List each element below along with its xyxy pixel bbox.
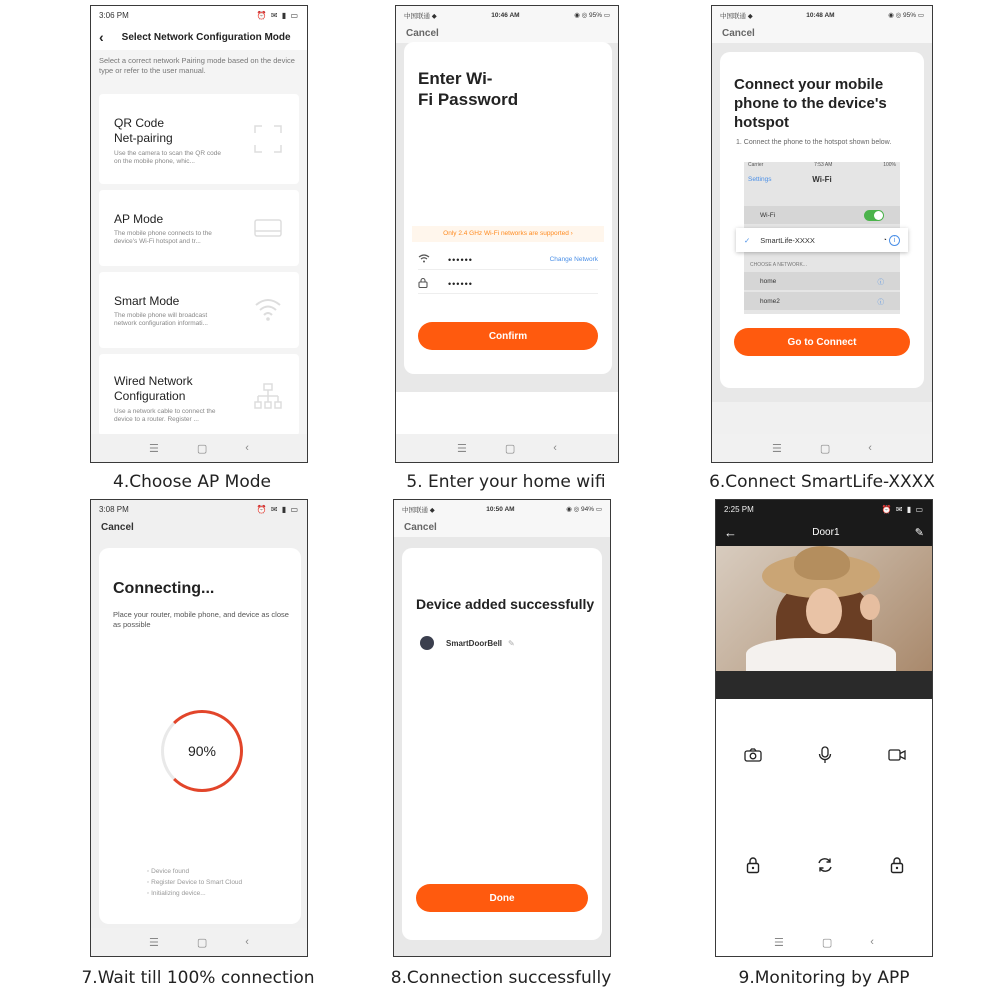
caption-step-4: 4.Choose AP Mode (113, 472, 271, 492)
ios-wifi-label: Wi-Fi (760, 211, 776, 219)
cancel-button[interactable]: Cancel (101, 522, 134, 533)
status-bar (91, 500, 307, 518)
mode-card-smart-mode[interactable] (99, 272, 299, 348)
smartlife-network-row (736, 228, 908, 252)
mode-subtitle: Use a network cable to connect the device to a router. Register ... (114, 408, 216, 424)
menu-icon[interactable]: ☰ (774, 936, 784, 949)
page-header (91, 24, 307, 50)
progress-percent: 90% (187, 743, 217, 759)
cancel-button[interactable]: Cancel (712, 24, 932, 43)
caption-step-6: 6.Connect SmartLife-XXXX (709, 472, 935, 492)
back-arrow-icon[interactable]: ← (724, 524, 737, 540)
done-button[interactable]: Done (416, 884, 588, 912)
info-icon: ⓘ (877, 278, 884, 286)
status-icons: ⏰ ✉ ▮ ▭ (256, 504, 299, 514)
android-nav-bar (712, 434, 932, 462)
qr-scan-icon (253, 124, 283, 154)
status-time: 10:50 AM (486, 505, 515, 513)
mode-subtitle: Use the camera to scan the QR code on the mobile phone, whic... (114, 150, 221, 166)
mode-title: Smart Mode (114, 294, 180, 308)
progress-step: ◦ Initializing device... (147, 890, 206, 898)
device-entry (420, 636, 515, 650)
mode-card-ap-mode[interactable] (99, 190, 299, 266)
mode-subtitle: The mobile phone connects to the device's Wi-Fi hotspot and tr... (114, 230, 212, 246)
success-title: Device added successfully (416, 596, 595, 612)
caption-step-7: 7.Wait till 100% connection (81, 968, 315, 988)
edit-pencil-icon[interactable]: ✎ (914, 526, 924, 539)
connecting-title: Connecting... (113, 580, 215, 597)
android-nav-bar (396, 434, 618, 462)
menu-icon[interactable]: ☰ (772, 442, 782, 455)
router-icon (253, 214, 283, 244)
progress-steps (147, 866, 242, 899)
android-nav-bar (716, 928, 932, 956)
form-title: Enter Wi- Fi Password (418, 69, 519, 110)
ios-network-name: home (760, 277, 777, 285)
frequency-warning[interactable]: Only 2.4 GHz Wi-Fi networks are supported › (412, 226, 604, 242)
go-to-connect-button[interactable]: Go to Connect (734, 328, 910, 356)
video-subject-hat-crown (794, 546, 850, 580)
status-bar (91, 6, 307, 24)
change-network-link[interactable]: Change Network (549, 256, 598, 263)
info-icon: ⓘ (877, 298, 884, 306)
lock-icon[interactable] (738, 850, 768, 880)
page-title: Select Network Configuration Mode (121, 31, 291, 43)
info-icon: i (889, 235, 900, 246)
menu-icon[interactable]: ☰ (457, 442, 467, 455)
device-icon (420, 636, 434, 650)
video-subject-shirt (746, 638, 896, 671)
wifi-icon (418, 253, 436, 266)
phone-connect-hotspot (711, 5, 933, 463)
status-time: 3:08 PM (99, 504, 129, 514)
status-time: 3:06 PM (99, 10, 129, 20)
page-description: Select a correct network Pairing mode based on the device type or refer to the user manual. (99, 56, 295, 76)
hotspot-card (720, 52, 924, 388)
back-icon[interactable]: ‹ (870, 936, 874, 948)
ios-battery: 100% (883, 162, 896, 168)
ios-back-settings: Settings (748, 176, 772, 183)
hotspot-step: 1. Connect the phone to the hotspot shown below. (736, 139, 892, 146)
status-battery: ◉ ◎ 95% ▭ (888, 12, 924, 19)
home-icon[interactable]: ▢ (196, 442, 208, 455)
status-bar (712, 6, 932, 24)
mode-title: Wired Network Configuration (114, 374, 193, 403)
ios-network-row (744, 272, 900, 290)
status-battery: ◉ ◎ 94% ▭ (566, 506, 602, 513)
caption-step-5: 5. Enter your home wifi (406, 472, 606, 492)
ios-wifi-title: Wi-Fi (812, 175, 832, 184)
wifi-toggle (864, 210, 884, 221)
cancel-button[interactable]: Cancel (394, 518, 610, 537)
network-name: SmartLife-XXXX (760, 235, 815, 245)
status-icons: ⏰ ✉ ▮ ▭ (256, 10, 299, 20)
status-time: 2:25 PM (724, 504, 754, 514)
android-nav-bar (91, 928, 307, 956)
status-icons: ⏰ ✉ ▮ ▭ (881, 504, 924, 514)
status-carrier: 中国联通 ◆ (720, 12, 753, 20)
network-icon (253, 382, 283, 412)
connecting-subtitle: Place your router, mobile phone, and device as close as possible (113, 610, 289, 629)
ios-network-name: home2 (760, 297, 780, 305)
ios-network-row (744, 292, 900, 310)
video-record-icon[interactable] (882, 740, 912, 770)
password-row (418, 274, 598, 294)
ios-time: 7:53 AM (814, 162, 833, 168)
edit-pencil-icon[interactable]: ✎ (508, 638, 515, 648)
home-icon[interactable]: ▢ (819, 442, 831, 455)
lock-icon[interactable] (882, 850, 912, 880)
rotate-icon[interactable] (810, 850, 840, 880)
menu-icon[interactable]: ☰ (149, 936, 159, 949)
wifi-name-row (418, 250, 598, 270)
status-carrier: 中国联通 ◆ (402, 506, 435, 514)
back-icon[interactable]: ‹ (868, 442, 872, 454)
video-subject-face (806, 588, 842, 634)
back-icon[interactable]: ‹ (553, 442, 557, 454)
phone-choose-mode (90, 5, 308, 463)
password-field[interactable]: •••••• (448, 278, 473, 289)
caption-step-8: 8.Connection successfully (390, 968, 612, 988)
mode-subtitle: The mobile phone will broadcast network configuration informati... (114, 312, 208, 328)
video-subject-hand (860, 594, 880, 620)
wifi-form-card (404, 42, 612, 374)
camera-icon[interactable] (738, 740, 768, 770)
mode-card-wired-network[interactable] (99, 354, 299, 436)
connecting-card (99, 548, 301, 924)
success-card (402, 548, 602, 940)
video-control-bar (716, 671, 932, 699)
lock-icon (418, 277, 436, 291)
live-video-feed[interactable] (716, 546, 932, 671)
phone-enter-wifi (395, 5, 619, 463)
mode-title: AP Mode (114, 212, 164, 226)
ios-carrier: Carrier (748, 162, 764, 168)
progress-step: ◦ Device found (147, 868, 190, 875)
mode-title: QR Code Net-pairing (114, 116, 173, 145)
android-nav-bar (91, 434, 307, 462)
phone-device-added (393, 499, 611, 957)
phone-monitoring (715, 499, 933, 957)
status-bar (716, 500, 932, 518)
wifi-signal-icon: ◔ (882, 236, 887, 244)
ios-wifi-settings-image (744, 162, 900, 314)
monitor-title-bar (716, 518, 932, 546)
back-icon[interactable]: ‹ (245, 442, 249, 454)
hotspot-title: Connect your mobile phone to the device's hotspot (734, 76, 887, 131)
status-carrier: 中国联通 ◆ (404, 12, 437, 20)
cancel-button[interactable]: Cancel (396, 24, 618, 43)
monitor-header (716, 500, 932, 546)
wifi-name-field[interactable]: •••••• (448, 254, 473, 265)
checkmark-icon: ✓ (744, 235, 751, 245)
confirm-button[interactable]: Confirm (418, 322, 598, 350)
ios-wifi-toggle-row (744, 206, 900, 224)
wifi-icon (253, 294, 283, 324)
home-icon[interactable]: ▢ (504, 442, 516, 455)
status-time: 10:48 AM (806, 11, 835, 19)
microphone-icon[interactable] (810, 740, 840, 770)
progress-step: ◦ Register Device to Smart Cloud (147, 879, 243, 887)
status-battery: ◉ ◎ 95% ▭ (574, 12, 610, 19)
menu-icon[interactable]: ☰ (149, 442, 159, 455)
back-icon[interactable]: ‹ (245, 936, 249, 948)
home-icon[interactable]: ▢ (196, 936, 208, 949)
mode-card-qr-code[interactable] (99, 94, 299, 184)
status-bar (396, 6, 618, 24)
status-bar (394, 500, 610, 518)
caption-step-9: 9.Monitoring by APP (738, 968, 910, 988)
device-title: Door1 (812, 526, 840, 538)
home-icon[interactable]: ▢ (821, 936, 833, 949)
status-time: 10:46 AM (491, 11, 520, 19)
choose-network-label: CHOOSE A NETWORK... (750, 262, 807, 268)
phone-connecting (90, 499, 308, 957)
device-name: SmartDoorBell (446, 638, 503, 648)
back-arrow-icon[interactable]: ‹ (99, 29, 104, 45)
